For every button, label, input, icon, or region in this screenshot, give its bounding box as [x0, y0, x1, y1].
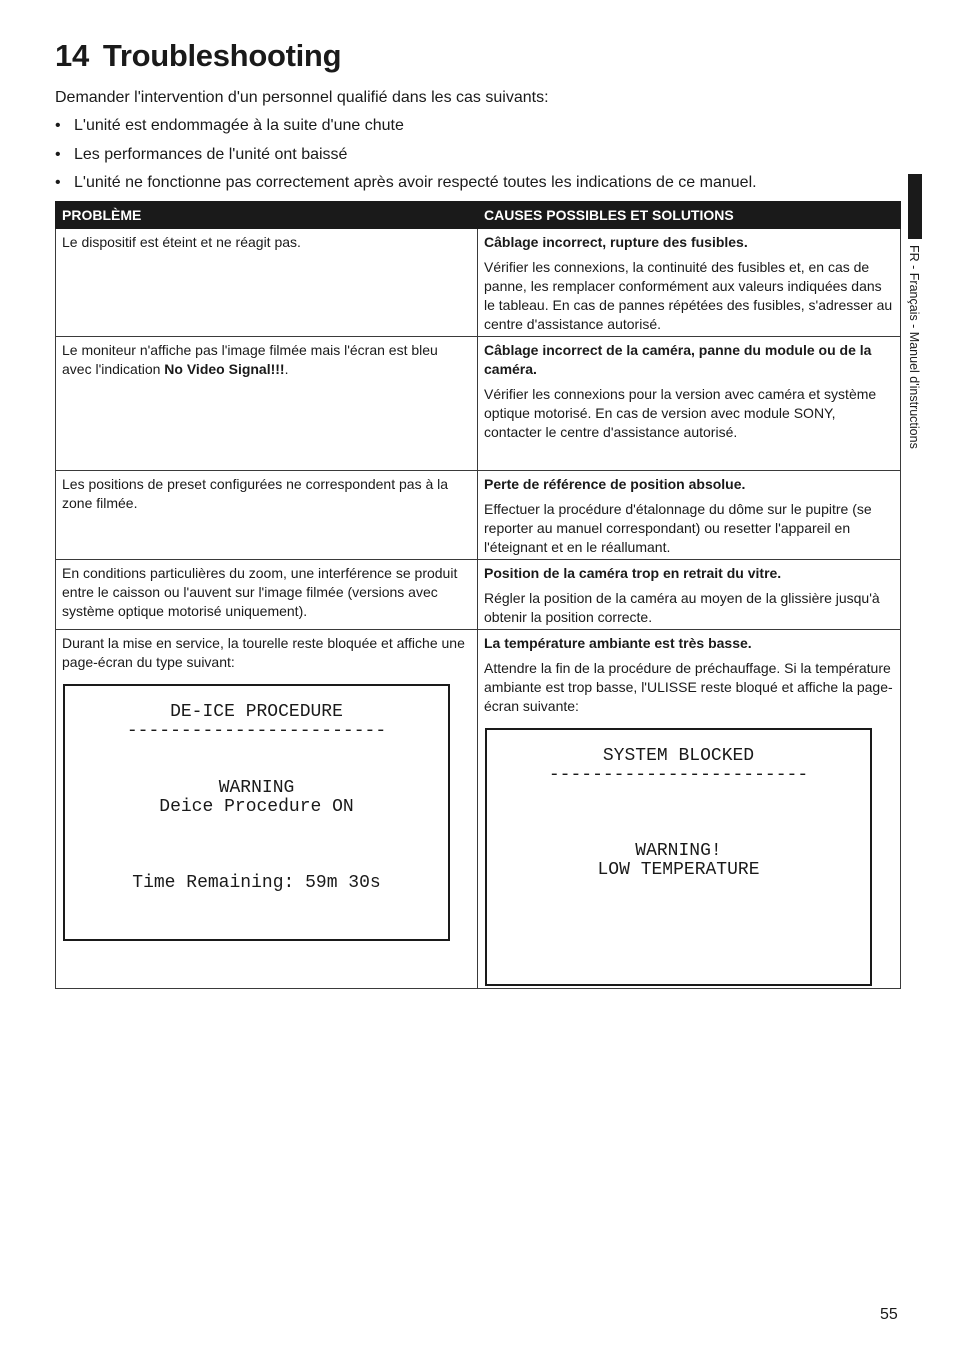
column-header-causes: CAUSES POSSIBLES ET SOLUTIONS — [478, 202, 901, 229]
problem-text: Durant la mise en service, la tourelle reste bloquée et affiche une page-écran du type suivant: — [62, 635, 465, 670]
solution-text: Vérifier les connexions pour la version avec caméra et système optique motorisé. En cas de version avec module SONY, contacter le centre d'assistance autorisé. — [484, 386, 877, 440]
table-header-row — [56, 202, 901, 229]
solution-cell — [478, 229, 901, 337]
solution-text: Attendre la fin de la procédure de préchauffage. Si la température ambiante est trop basse, l'ULISSE reste bloqué et affiche la page-écran suivante: — [484, 660, 893, 714]
bullet-text: L'unité ne fonctionne pas correctement après avoir respecté toutes les indications de ce manuel. — [74, 174, 757, 191]
list-item — [55, 173, 757, 202]
solution-cell — [478, 471, 901, 560]
side-language-label: FR - Français - Manuel d'instructions — [907, 245, 921, 449]
bullet-text: L'unité est endommagée à la suite d'une chute — [74, 117, 404, 134]
table-row — [56, 471, 901, 560]
deice-procedure-screen: DE-ICE PROCEDURE ------------------------ WARNING Deice Procedure ON Time Remaining: 59m 30s — [63, 684, 450, 941]
list-item — [55, 145, 757, 174]
problem-cell — [56, 560, 478, 630]
bullet-icon: • — [55, 117, 61, 134]
bullet-list — [55, 116, 757, 202]
solution-text: Régler la position de la caméra au moyen de la glissière jusqu'à obtenir la position correcte. — [484, 590, 880, 625]
cause-text: Câblage incorrect, rupture des fusibles. — [484, 234, 748, 250]
problem-text: Le moniteur n'affiche pas l'image filmée mais l'écran est bleu avec l'indication — [62, 342, 438, 377]
table-row — [56, 229, 901, 337]
problem-cell — [56, 229, 478, 337]
solution-cell — [478, 560, 901, 630]
bullet-icon: • — [55, 145, 61, 163]
problem-text: Le dispositif est éteint et ne réagit pas. — [62, 234, 301, 250]
cause-text: Position de la caméra trop en retrait du vitre. — [484, 565, 782, 581]
cause-text: Perte de référence de position absolue. — [484, 476, 746, 492]
side-tab-marker — [908, 174, 922, 239]
problem-text-end: . — [284, 361, 289, 377]
system-blocked-screen: SYSTEM BLOCKED ------------------------ WARNING! LOW TEMPERATURE — [485, 728, 872, 986]
cause-text: Câblage incorrect de la caméra, panne du module ou de la caméra. — [484, 342, 872, 377]
bullet-text: Les performances de l'unité ont baissé — [74, 145, 348, 163]
section-number: 14 — [55, 38, 89, 73]
solution-cell — [478, 630, 901, 989]
intro-text: Demander l'intervention d'un personnel qualifié dans les cas suivants: — [55, 89, 549, 106]
section-title: Troubleshooting — [102, 38, 342, 73]
bullet-icon: • — [55, 174, 61, 191]
problem-cell — [56, 630, 478, 989]
page-number: 55 — [880, 1306, 898, 1323]
cause-text: La température ambiante est très basse. — [484, 635, 752, 651]
problem-text: Les positions de preset configurées ne correspondent pas à la zone filmée. — [62, 476, 449, 511]
column-header-problem: PROBLÈME — [56, 202, 478, 229]
troubleshooting-table — [55, 201, 901, 989]
solution-cell — [478, 337, 901, 471]
solution-text: Vérifier les connexions, la continuité des fusibles et, en cas de panne, les remplacer conformément aux valeurs indiquées dans le tableau. En cas de pannes répétées des fusibles, s'adresser au centre d'assistance autorisé. — [484, 259, 893, 332]
problem-cell — [56, 471, 478, 560]
page-title — [55, 38, 341, 74]
table-row — [56, 630, 901, 989]
problem-cell — [56, 337, 478, 471]
table-row — [56, 560, 901, 630]
table-row — [56, 337, 901, 471]
list-item — [55, 116, 757, 145]
problem-text: En conditions particulières du zoom, une interférence se produit entre le caisson ou l'auvent sur l'image filmée (versions avec système optique motorisé uniquement). — [62, 565, 458, 619]
solution-text: Effectuer la procédure d'étalonnage du dôme sur le pupitre (se reporter au manuel correspondant) ou resetter l'appareil en l'éteignant et en le réallumant. — [484, 501, 872, 555]
no-video-signal-text: No Video Signal!!! — [164, 361, 285, 377]
